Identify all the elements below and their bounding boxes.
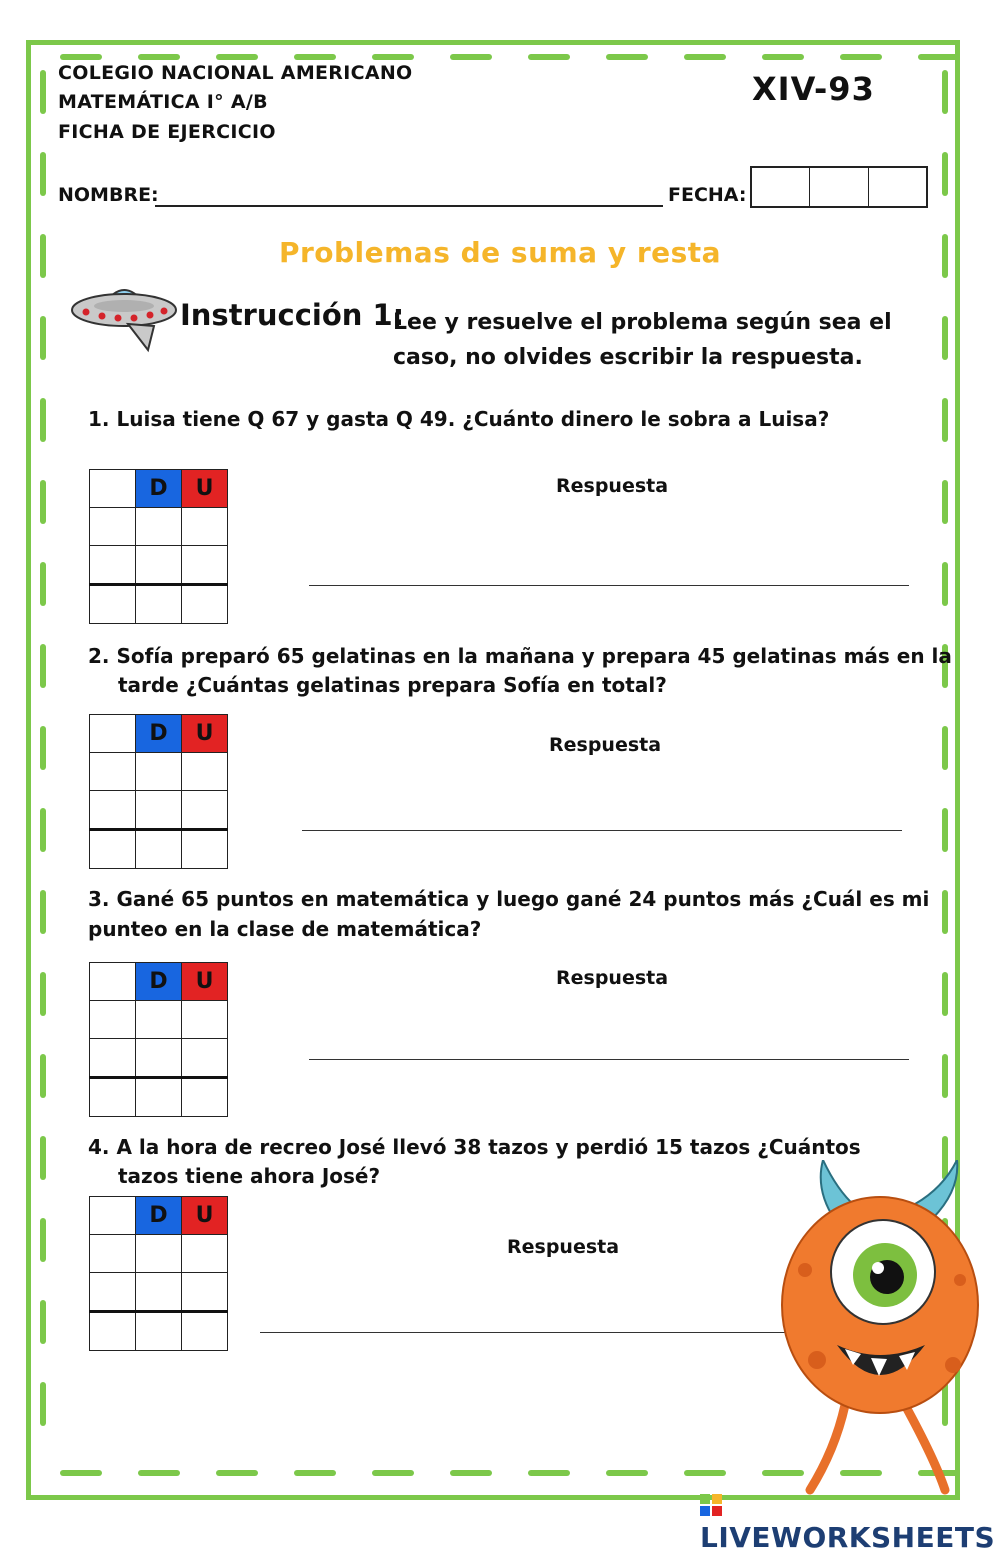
- place-value-grid-4[interactable]: [89, 1196, 228, 1351]
- tens-header: D: [136, 1197, 182, 1235]
- date-month-box[interactable]: [810, 168, 868, 206]
- border-dash: [942, 972, 948, 1016]
- grid-cell[interactable]: [182, 1001, 228, 1039]
- grid-cell[interactable]: [136, 830, 182, 869]
- border-dash: [294, 54, 336, 60]
- place-value-grid-3[interactable]: [89, 962, 228, 1117]
- problem-4-line2: tazos tiene ahora José?: [118, 1164, 381, 1188]
- school-name: COLEGIO NACIONAL AMERICANO: [58, 62, 413, 84]
- date-field[interactable]: [750, 166, 928, 208]
- answer-label-1: Respuesta: [556, 475, 669, 497]
- border-dash: [684, 1470, 726, 1476]
- page-title: Problemas de suma y resta: [278, 236, 722, 269]
- grid-cell[interactable]: [182, 1235, 228, 1273]
- grid-cell[interactable]: [90, 1273, 136, 1312]
- answer-line-1[interactable]: [309, 585, 909, 586]
- grid-cell[interactable]: [182, 1039, 228, 1078]
- border-dash: [528, 54, 570, 60]
- brand-name: LIVEWORKSHEETS: [700, 1521, 996, 1554]
- border-dash: [942, 808, 948, 852]
- border-dash: [942, 890, 948, 934]
- grid-cell[interactable]: [136, 585, 182, 624]
- grid-cell[interactable]: [136, 1235, 182, 1273]
- border-dash: [60, 1470, 102, 1476]
- border-dash: [942, 562, 948, 606]
- border-dash: [918, 54, 960, 60]
- grid-cell[interactable]: [182, 585, 228, 624]
- grid-cell[interactable]: [136, 1039, 182, 1078]
- grid-cell[interactable]: [136, 1273, 182, 1312]
- units-header: U: [182, 1197, 228, 1235]
- border-dash: [40, 398, 46, 442]
- border-dash: [40, 316, 46, 360]
- place-value-grid-1[interactable]: [89, 469, 228, 624]
- tens-header: D: [136, 470, 182, 508]
- border-dash: [840, 54, 882, 60]
- problem-3-line1: 3. Gané 65 puntos en matemática y luego gané 24 puntos más ¿Cuál es mi: [88, 887, 930, 911]
- name-label: NOMBRE:: [58, 184, 159, 206]
- answer-label-2: Respuesta: [549, 734, 662, 756]
- border-dash: [40, 152, 46, 196]
- border-dash: [40, 644, 46, 688]
- border-dash: [684, 54, 726, 60]
- grid-cell[interactable]: [90, 830, 136, 869]
- grid-cell[interactable]: [90, 791, 136, 830]
- grid-cell[interactable]: [182, 791, 228, 830]
- worksheet-code: XIV-93: [752, 70, 875, 108]
- border-dash: [40, 1300, 46, 1344]
- border-dash: [606, 54, 648, 60]
- grid-cell[interactable]: [182, 1078, 228, 1117]
- border-dash: [60, 54, 102, 60]
- answer-line-4[interactable]: [260, 1332, 785, 1333]
- date-day-box[interactable]: [752, 168, 810, 206]
- border-dash: [942, 726, 948, 770]
- grid-cell[interactable]: [136, 753, 182, 791]
- border-dash: [450, 54, 492, 60]
- grid-cell[interactable]: [182, 1312, 228, 1351]
- border-dash: [942, 398, 948, 442]
- monster-illustration: [775, 1160, 990, 1500]
- border-dash: [372, 54, 414, 60]
- problem-4-line1: 4. A la hora de recreo José llevó 38 tazos y perdió 15 tazos ¿Cuántos: [88, 1135, 861, 1159]
- grid-cell[interactable]: [90, 585, 136, 624]
- border-dash: [138, 1470, 180, 1476]
- grid-cell[interactable]: [90, 753, 136, 791]
- logo-icon: [700, 1494, 722, 1516]
- date-label: FECHA:: [668, 184, 747, 206]
- tens-header: D: [136, 963, 182, 1001]
- place-value-grid-2[interactable]: [89, 714, 228, 869]
- problem-2-line2: tarde ¿Cuántas gelatinas prepara Sofía en total?: [118, 673, 667, 697]
- border-dash: [40, 1054, 46, 1098]
- liveworksheets-logo: [700, 1488, 1000, 1554]
- border-dash: [40, 726, 46, 770]
- tens-header: D: [136, 715, 182, 753]
- answer-label-3: Respuesta: [556, 967, 669, 989]
- border-dash: [942, 480, 948, 524]
- name-field[interactable]: [155, 205, 663, 207]
- border-dash: [40, 808, 46, 852]
- grid-cell[interactable]: [182, 753, 228, 791]
- grid-cell[interactable]: [136, 1312, 182, 1351]
- grid-cell[interactable]: [136, 546, 182, 585]
- border-dash: [216, 54, 258, 60]
- border-dash: [40, 480, 46, 524]
- border-dash: [40, 70, 46, 114]
- grid-cell[interactable]: [182, 546, 228, 585]
- border-dash: [762, 54, 804, 60]
- grid-cell[interactable]: [136, 508, 182, 546]
- border-dash: [294, 1470, 336, 1476]
- problem-2-line1: 2. Sofía preparó 65 gelatinas en la mañana y prepara 45 gelatinas más en la: [88, 644, 952, 668]
- grid-cell[interactable]: [90, 1078, 136, 1117]
- answer-label-4: Respuesta: [507, 1236, 620, 1258]
- grid-cell[interactable]: [182, 508, 228, 546]
- grid-cell[interactable]: [90, 1001, 136, 1039]
- grid-cell[interactable]: [90, 508, 136, 546]
- grid-cell[interactable]: [90, 1235, 136, 1273]
- grid-cell[interactable]: [90, 1039, 136, 1078]
- border-dash: [40, 1136, 46, 1180]
- subject-line: MATEMÁTICA I° A/B: [58, 91, 268, 113]
- grid-cell[interactable]: [136, 791, 182, 830]
- border-dash: [40, 562, 46, 606]
- instruction-text: Lee y resuelve el problema según sea el caso, no olvides escribir la respuesta.: [393, 310, 892, 370]
- border-dash: [40, 972, 46, 1016]
- problem-3-line2: punteo en la clase de matemática?: [88, 917, 482, 941]
- border-dash: [942, 70, 948, 114]
- border-dash: [372, 1470, 414, 1476]
- border-dash: [216, 1470, 258, 1476]
- border-dash: [40, 890, 46, 934]
- border-dash: [528, 1470, 570, 1476]
- border-dash: [450, 1470, 492, 1476]
- units-header: U: [182, 715, 228, 753]
- grid-cell[interactable]: [182, 1273, 228, 1312]
- border-dash: [942, 1054, 948, 1098]
- border-dash: [942, 152, 948, 196]
- grid-cell[interactable]: [90, 546, 136, 585]
- border-dash: [40, 1218, 46, 1262]
- units-header: U: [182, 963, 228, 1001]
- grid-cell[interactable]: [136, 1078, 182, 1117]
- sheet-type: FICHA DE EJERCICIO: [58, 121, 276, 143]
- border-dash: [40, 1382, 46, 1426]
- units-header: U: [182, 470, 228, 508]
- instruction-label: Instrucción 1:: [180, 298, 405, 332]
- ufo-icon: [68, 276, 178, 354]
- grid-cell[interactable]: [182, 830, 228, 869]
- grid-cell[interactable]: [90, 1312, 136, 1351]
- answer-line-3[interactable]: [309, 1059, 909, 1060]
- border-dash: [138, 54, 180, 60]
- problem-1-text: 1. Luisa tiene Q 67 y gasta Q 49. ¿Cuánto dinero le sobra a Luisa?: [88, 407, 830, 431]
- date-year-box[interactable]: [869, 168, 926, 206]
- answer-line-2[interactable]: [302, 830, 902, 831]
- border-dash: [606, 1470, 648, 1476]
- grid-cell[interactable]: [136, 1001, 182, 1039]
